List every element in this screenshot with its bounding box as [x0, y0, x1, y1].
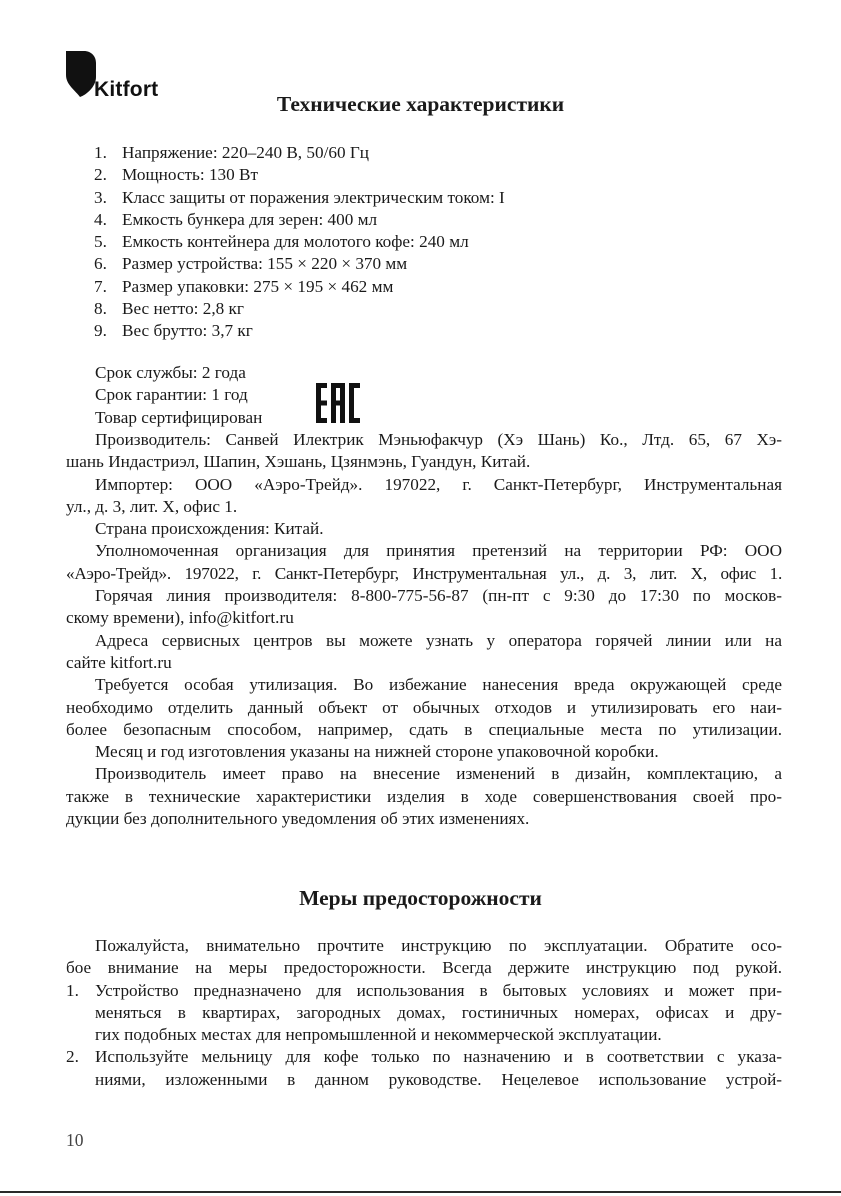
warranty-period: Срок гарантии: 1 год [95, 385, 248, 405]
spec-item-number: 7. [94, 276, 107, 296]
info-line: Горячая линия производителя: 8-800-775-56-87 (пн-пт с 9:30 до 17:30 по москов- [95, 586, 782, 606]
spec-item-text: Напряжение: 220–240 В, 50/60 Гц [122, 143, 369, 162]
info-line: Производитель: Санвей Илектрик Мэньюфакчур (Хэ Шань) Ко., Лтд. 65, 67 Хэ- [95, 430, 782, 449]
precautions-intro-line: Пожалуйста, внимательно прочтите инструкцию по эксплуатации. Обратите осо- [95, 936, 782, 955]
precaution-item-number: 2. [66, 1047, 79, 1067]
spec-item-text: Размер упаковки: 275 × 195 × 462 мм [122, 276, 394, 296]
info-line: Требуется особая утилизация. Во избежание нанесения вреда окружающей среде [95, 675, 782, 695]
certification-note: Товар сертифицирован [95, 407, 263, 427]
page-bottom-rule [0, 1191, 841, 1193]
info-line: более безопасным способом, например, сдать в специальные места по утилизации. [66, 719, 782, 739]
spec-item-text: Емкость бункера для зерен: 400 мл [122, 209, 378, 229]
spec-item [94, 142, 505, 164]
spec-item [94, 298, 505, 320]
spec-item [94, 164, 505, 186]
info-line: «Аэро-Трейд». 197022, г. Санкт-Петербург, Инструментальная ул., д. 3, лит. Х, офис 1. [66, 563, 782, 583]
spec-item-text: Класс защиты от поражения электрическим током: I [122, 187, 505, 207]
service-info [66, 362, 782, 429]
info-line: Адреса сервисных центров вы можете узнать у оператора горячей линии или на [95, 630, 782, 650]
spec-list [94, 142, 505, 343]
spec-item [94, 253, 505, 275]
eac-mark-icon [316, 383, 360, 423]
spec-item-text: Вес нетто: 2,8 кг [122, 299, 244, 319]
info-line: сайте kitfort.ru [66, 652, 172, 672]
precaution-item-line: меняться в квартирах, загородных домах, гостиничных номерах, офисах и дру- [95, 1002, 782, 1022]
precaution-item-number: 1. [66, 980, 79, 1000]
info-line: Страна происхождения: Китай. [95, 519, 324, 539]
spec-item [94, 320, 505, 342]
spec-item [94, 187, 505, 209]
spec-item-number: 9. [94, 321, 107, 341]
spec-item-text: Размер устройства: 155 × 220 × 370 мм [122, 254, 408, 274]
spec-item-text: Вес брутто: 3,7 кг [122, 321, 253, 341]
kitfort-logo-text: Kitfort [94, 78, 159, 101]
spec-item-number: 1. [94, 143, 107, 162]
spec-item-number: 4. [94, 209, 107, 229]
info-line: Месяц и год изготовления указаны на нижней стороне упаковочной коробки. [95, 742, 659, 762]
spec-item-number: 2. [94, 165, 107, 185]
spec-item [94, 209, 505, 231]
info-line: шань Индастриэл, Шапин, Хэшань, Цзянмэнь, Гуандун, Китай. [66, 452, 531, 472]
info-line: необходимо отделить данный объект от обычных отходов и утилизировать его наи- [66, 697, 782, 717]
precautions-intro-line: бое внимание на меры предосторожности. Всегда держите инструкцию под рукой. [66, 958, 782, 978]
spec-item-number: 3. [94, 187, 107, 207]
spec-item-text: Мощность: 130 Вт [122, 165, 259, 185]
page-number: 10 [66, 1130, 84, 1150]
precautions-body [66, 935, 782, 1091]
spec-item-text: Емкость контейнера для молотого кофе: 240 мл [122, 232, 469, 252]
info-line: ул., д. 3, лит. Х, офис 1. [66, 496, 238, 516]
info-line: Импортер: ООО «Аэро-Трейд». 197022, г. Санкт-Петербург, Инструментальная [95, 474, 782, 494]
manufacturer-info [66, 429, 782, 830]
info-line: дукции без дополнительного уведомления об этих изменениях. [66, 809, 530, 829]
precaution-item [66, 1046, 782, 1091]
spec-item-number: 5. [94, 232, 107, 252]
info-line: Производитель имеет право на внесение изменений в дизайн, комплектацию, а [95, 764, 782, 784]
info-line: скому времени), info@kitfort.ru [66, 608, 294, 628]
precaution-item [66, 980, 782, 1047]
spec-section-title: Технические характеристики [276, 92, 565, 116]
precaution-item-line: гих подобных местах для непромышленной и некоммерческой эксплуатации. [95, 1025, 662, 1045]
service-life: Срок службы: 2 года [95, 363, 246, 382]
spec-item [94, 231, 505, 253]
spec-item [94, 276, 505, 298]
info-line: также в технические характеристики изделия в ходе совершенствования своей про- [66, 786, 782, 806]
precaution-item-line: ниями, изложенными в данном руководстве. Нецелевое использование устрой- [95, 1069, 782, 1089]
kitfort-logo-mark-icon [66, 51, 96, 97]
precaution-item-line: Устройство предназначено для использования в бытовых условиях и может при- [95, 980, 782, 1000]
precautions-title: Меры предосторожности [299, 886, 542, 910]
spec-item-number: 8. [94, 299, 107, 319]
spec-item-number: 6. [94, 254, 107, 274]
precaution-item-line: Используйте мельницу для кофе только по назначению и в соответствии с указа- [95, 1047, 782, 1067]
info-line: Уполномоченная организация для принятия претензий на территории РФ: ООО [95, 541, 782, 561]
